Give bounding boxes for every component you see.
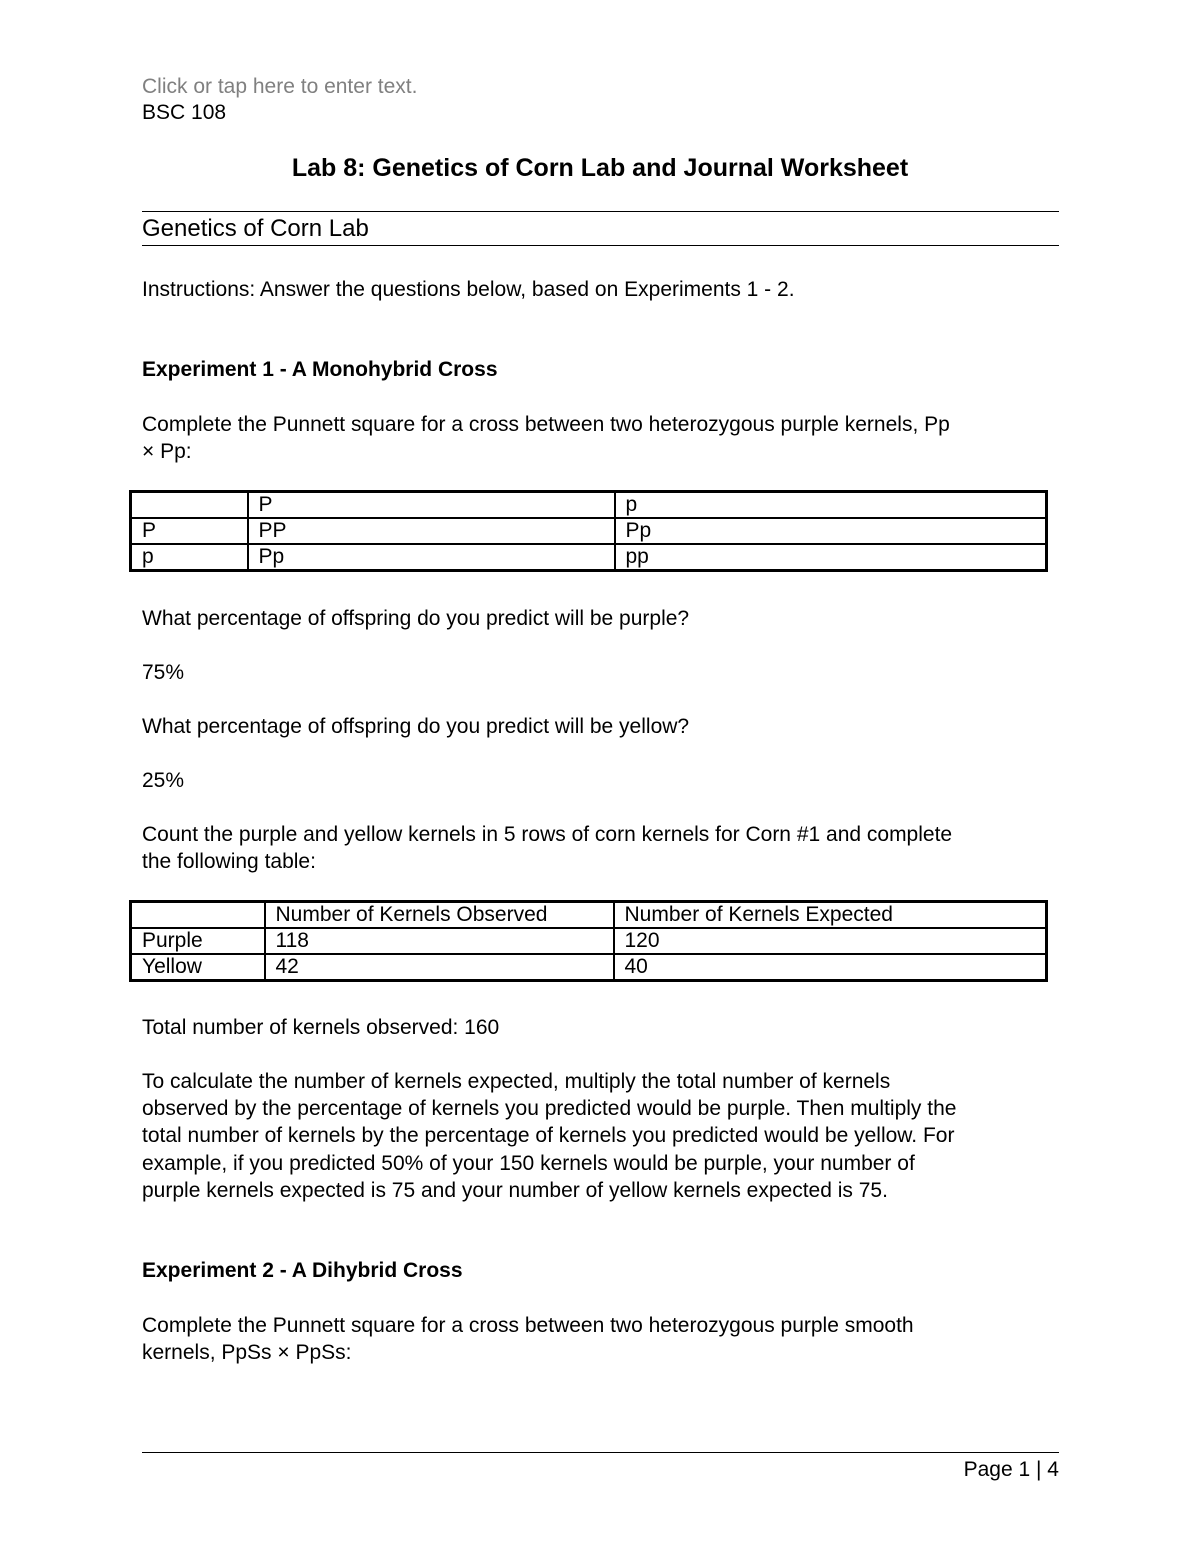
experiment2-prompt-line1: Complete the Punnett square for a cross between two heterozygous purple smooth [142,1314,914,1337]
experiment2-heading: Experiment 2 - A Dihybrid Cross [142,1259,463,1282]
kernel-count-table [129,900,1048,982]
total-observed: Total number of kernels observed: 160 [142,1016,500,1039]
table-cell[interactable]: 42 [265,954,614,981]
table-cell[interactable] [131,902,265,929]
question-yellow: What percentage of offspring do you predict will be yellow? [142,715,690,738]
question-purple: What percentage of offspring do you predict will be purple? [142,607,690,630]
table-cell[interactable]: P [131,518,248,544]
monohybrid-punnett-square [129,490,1048,572]
table-row [131,544,1047,571]
experiment1-prompt-line1: Complete the Punnett square for a cross between two heterozygous purple kernels, Pp [142,413,950,436]
answer-yellow[interactable]: 25% [142,769,185,792]
table-row [131,492,1047,519]
table-cell[interactable]: p [615,492,1047,519]
experiment2-prompt-line2: kernels, PpSs × PpSs: [142,1341,352,1364]
table-cell[interactable]: Pp [248,544,615,571]
section-top-rule [142,211,1059,212]
table-cell[interactable]: 120 [614,928,1047,954]
table-cell[interactable]: Pp [615,518,1047,544]
course-code: BSC 108 [142,101,227,124]
count-instruction-line1: Count the purple and yellow kernels in 5 rows of corn kernels for Corn #1 and complete [142,823,953,846]
page-number: Page 1 | 4 [963,1458,1059,1481]
page-title: Lab 8: Genetics of Corn Lab and Journal Worksheet [291,154,909,182]
table-cell[interactable]: PP [248,518,615,544]
table-cell[interactable] [131,492,248,519]
instructions: Instructions: Answer the questions below, based on Experiments 1 - 2. [142,278,795,301]
section-heading: Genetics of Corn Lab [142,215,369,242]
calc-line-5: purple kernels expected is 75 and your number of yellow kernels expected is 75. [142,1179,888,1202]
table-row-label: Yellow [131,954,265,981]
table-row-label: Purple [131,928,265,954]
calc-line-3: total number of kernels by the percentage of kernels you predicted would be yellow. For [142,1124,955,1147]
calc-line-4: example, if you predicted 50% of your 150 kernels would be purple, your number of [142,1152,915,1175]
enter-text-placeholder[interactable]: Click or tap here to enter text. [142,75,418,98]
experiment1-heading: Experiment 1 - A Monohybrid Cross [142,358,498,381]
answer-purple[interactable]: 75% [142,661,185,684]
count-instruction-line2: the following table: [142,850,316,873]
table-cell[interactable]: P [248,492,615,519]
table-cell[interactable]: p [131,544,248,571]
table-row [131,518,1047,544]
experiment1-prompt-line2: × Pp: [142,440,192,463]
table-header-cell: Number of Kernels Observed [265,902,614,929]
table-cell[interactable]: 118 [265,928,614,954]
calc-line-1: To calculate the number of kernels expected, multiply the total number of kernels [142,1070,891,1093]
table-header-cell: Number of Kernels Expected [614,902,1047,929]
table-row [131,928,1047,954]
table-cell[interactable]: pp [615,544,1047,571]
calc-line-2: observed by the percentage of kernels you predicted would be purple. Then multiply the [142,1097,957,1120]
table-row [131,954,1047,981]
table-row [131,902,1047,929]
footer-rule [142,1452,1059,1453]
section-bottom-rule [142,245,1059,246]
table-cell[interactable]: 40 [614,954,1047,981]
